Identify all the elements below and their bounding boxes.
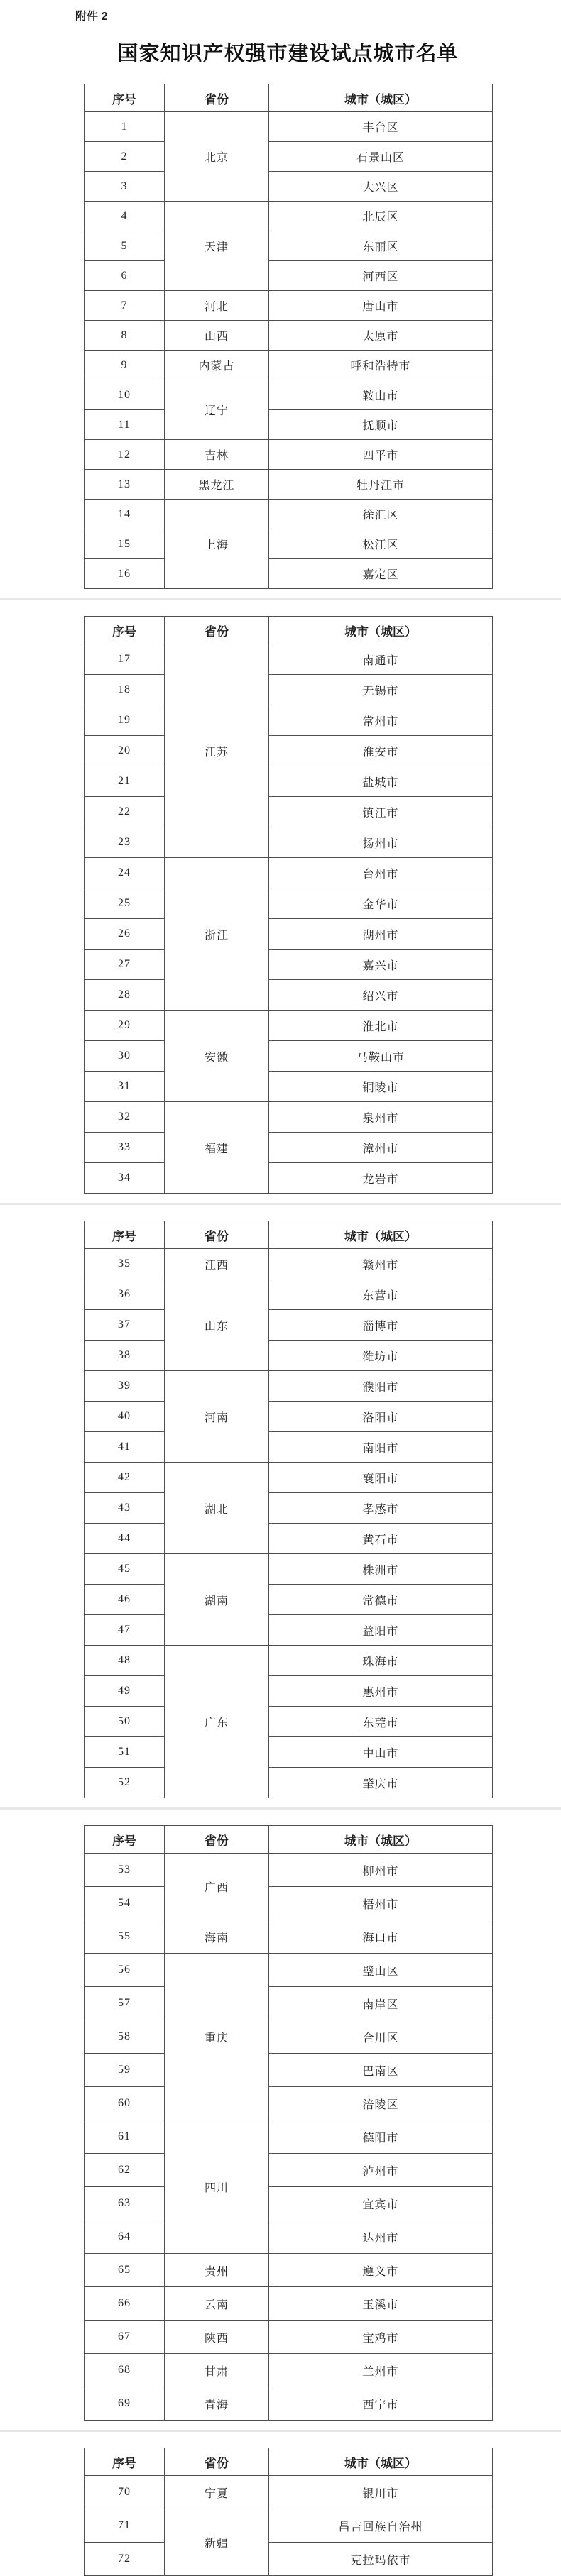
serial-cell: 63 <box>85 2187 165 2220</box>
city-cell: 南通市 <box>269 644 493 675</box>
serial-cell: 55 <box>85 1920 165 1954</box>
city-cell: 益阳市 <box>269 1615 493 1646</box>
province-cell: 河南 <box>165 1371 269 1463</box>
table-row <box>85 1249 493 1279</box>
table-row <box>85 1854 493 1887</box>
serial-cell: 58 <box>85 2020 165 2054</box>
col-header-city: 城市（城区） <box>269 617 493 644</box>
city-cell: 潍坊市 <box>269 1341 493 1371</box>
table-row <box>85 529 493 559</box>
serial-cell: 18 <box>85 675 165 705</box>
col-header-city: 城市（城区） <box>269 1826 493 1854</box>
serial-cell: 57 <box>85 1987 165 2020</box>
pilot-city-table-4 <box>84 1825 493 2421</box>
serial-cell: 47 <box>85 1615 165 1646</box>
col-header-city: 城市（城区） <box>269 84 493 112</box>
city-cell: 洛阳市 <box>269 1402 493 1432</box>
serial-cell: 70 <box>85 2476 165 2509</box>
province-cell: 广西 <box>165 1854 269 1920</box>
table-row <box>85 1554 493 1585</box>
table-row <box>85 410 493 440</box>
city-cell: 盐城市 <box>269 766 493 797</box>
city-cell: 银川市 <box>269 2476 493 2509</box>
table-row <box>85 321 493 351</box>
table-row <box>85 1887 493 1920</box>
table-row <box>85 112 493 142</box>
serial-cell: 59 <box>85 2054 165 2087</box>
province-cell: 广东 <box>165 1646 269 1798</box>
city-cell: 海口市 <box>269 1920 493 1954</box>
serial-cell: 11 <box>85 410 165 440</box>
attachment-label: 附件 2 <box>75 11 108 23</box>
province-cell: 辽宁 <box>165 380 269 440</box>
city-cell: 克拉玛依市 <box>269 2543 493 2576</box>
table-row <box>85 1102 493 1133</box>
table-row <box>85 1163 493 1194</box>
serial-cell: 26 <box>85 919 165 950</box>
serial-cell: 2 <box>85 142 165 172</box>
serial-cell: 46 <box>85 1585 165 1615</box>
col-header-serial: 序号 <box>85 84 165 112</box>
serial-cell: 68 <box>85 2354 165 2387</box>
table-row <box>85 2120 493 2154</box>
city-cell: 珠海市 <box>269 1646 493 1676</box>
table-row <box>85 2287 493 2321</box>
province-cell: 江苏 <box>165 644 269 858</box>
table-row <box>85 440 493 470</box>
serial-cell: 41 <box>85 1432 165 1463</box>
table-row <box>85 1279 493 1310</box>
table-row <box>85 1463 493 1493</box>
table-row <box>85 1371 493 1402</box>
table-row <box>85 1341 493 1371</box>
city-cell: 北辰区 <box>269 202 493 231</box>
table-row <box>85 1676 493 1707</box>
table-row <box>85 2187 493 2220</box>
serial-cell: 53 <box>85 1854 165 1887</box>
table-row <box>85 644 493 675</box>
city-cell: 太原市 <box>269 321 493 351</box>
city-cell: 濮阳市 <box>269 1371 493 1402</box>
province-cell: 四川 <box>165 2120 269 2254</box>
pilot-city-table-3 <box>84 1221 493 1798</box>
city-cell: 湖州市 <box>269 919 493 950</box>
province-cell: 青海 <box>165 2387 269 2421</box>
table-row <box>85 2087 493 2120</box>
serial-cell: 13 <box>85 470 165 500</box>
city-cell: 东莞市 <box>269 1707 493 1737</box>
province-cell: 新疆 <box>165 2509 269 2576</box>
province-cell: 内蒙古 <box>165 351 269 380</box>
serial-cell: 24 <box>85 858 165 888</box>
serial-cell: 35 <box>85 1249 165 1279</box>
serial-cell: 36 <box>85 1279 165 1310</box>
table-row <box>85 2354 493 2387</box>
serial-cell: 23 <box>85 827 165 858</box>
city-cell: 宜宾市 <box>269 2187 493 2220</box>
serial-cell: 17 <box>85 644 165 675</box>
serial-cell: 32 <box>85 1102 165 1133</box>
table-row <box>85 1524 493 1554</box>
serial-cell: 67 <box>85 2321 165 2354</box>
city-cell: 泸州市 <box>269 2154 493 2187</box>
city-cell: 孝感市 <box>269 1493 493 1524</box>
province-cell: 河北 <box>165 291 269 321</box>
city-cell: 巴南区 <box>269 2054 493 2087</box>
col-header-serial: 序号 <box>85 1221 165 1249</box>
serial-cell: 15 <box>85 529 165 559</box>
city-cell: 德阳市 <box>269 2120 493 2154</box>
province-cell: 江西 <box>165 1249 269 1279</box>
header-row <box>85 1826 493 1854</box>
serial-cell: 27 <box>85 950 165 980</box>
serial-cell: 42 <box>85 1463 165 1493</box>
city-cell: 常德市 <box>269 1585 493 1615</box>
table-row <box>85 1432 493 1463</box>
city-cell: 惠州市 <box>269 1676 493 1707</box>
serial-cell: 3 <box>85 172 165 202</box>
city-cell: 嘉兴市 <box>269 950 493 980</box>
serial-cell: 25 <box>85 888 165 919</box>
province-cell: 安徽 <box>165 1011 269 1102</box>
province-cell: 贵州 <box>165 2254 269 2287</box>
table-row <box>85 2543 493 2576</box>
table-row <box>85 1768 493 1798</box>
page-separator <box>0 1203 561 1205</box>
col-header-city: 城市（城区） <box>269 2448 493 2476</box>
col-header-province: 省份 <box>165 1826 269 1854</box>
serial-cell: 51 <box>85 1737 165 1768</box>
table-row <box>85 1041 493 1072</box>
province-cell: 浙江 <box>165 858 269 1011</box>
province-cell: 宁夏 <box>165 2476 269 2509</box>
table-row <box>85 888 493 919</box>
table-row <box>85 705 493 736</box>
city-cell: 黄石市 <box>269 1524 493 1554</box>
header-row <box>85 2448 493 2476</box>
serial-cell: 9 <box>85 351 165 380</box>
city-cell: 丰台区 <box>269 112 493 142</box>
city-cell: 石景山区 <box>269 142 493 172</box>
province-cell: 黑龙江 <box>165 470 269 500</box>
province-cell: 海南 <box>165 1920 269 1954</box>
table-row <box>85 1072 493 1102</box>
table-row <box>85 291 493 321</box>
city-cell: 大兴区 <box>269 172 493 202</box>
col-header-province: 省份 <box>165 84 269 112</box>
province-cell: 湖北 <box>165 1463 269 1554</box>
city-cell: 淮安市 <box>269 736 493 766</box>
table-row <box>85 980 493 1011</box>
serial-cell: 20 <box>85 736 165 766</box>
pilot-city-table-1 <box>84 84 493 589</box>
serial-cell: 45 <box>85 1554 165 1585</box>
table-row <box>85 1310 493 1341</box>
table-row <box>85 2020 493 2054</box>
city-cell: 东营市 <box>269 1279 493 1310</box>
serial-cell: 10 <box>85 380 165 410</box>
province-cell: 甘肃 <box>165 2354 269 2387</box>
table-row <box>85 797 493 827</box>
table-row <box>85 351 493 380</box>
header-row <box>85 617 493 644</box>
city-cell: 梧州市 <box>269 1887 493 1920</box>
col-header-city: 城市（城区） <box>269 1221 493 1249</box>
serial-cell: 38 <box>85 1341 165 1371</box>
serial-cell: 28 <box>85 980 165 1011</box>
serial-cell: 52 <box>85 1768 165 1798</box>
serial-cell: 66 <box>85 2287 165 2321</box>
col-header-serial: 序号 <box>85 2448 165 2476</box>
table-row <box>85 950 493 980</box>
serial-cell: 16 <box>85 559 165 589</box>
serial-cell: 33 <box>85 1133 165 1163</box>
serial-cell: 62 <box>85 2154 165 2187</box>
table-row <box>85 2254 493 2287</box>
serial-cell: 56 <box>85 1954 165 1987</box>
pilot-city-table-5 <box>84 2448 493 2576</box>
serial-cell: 72 <box>85 2543 165 2576</box>
city-cell: 南岸区 <box>269 1987 493 2020</box>
serial-cell: 39 <box>85 1371 165 1402</box>
city-cell: 金华市 <box>269 888 493 919</box>
table-row <box>85 2054 493 2087</box>
serial-cell: 40 <box>85 1402 165 1432</box>
serial-cell: 64 <box>85 2220 165 2254</box>
col-header-serial: 序号 <box>85 617 165 644</box>
table-sections <box>0 84 561 2576</box>
serial-cell: 31 <box>85 1072 165 1102</box>
city-cell: 鞍山市 <box>269 380 493 410</box>
city-cell: 遵义市 <box>269 2254 493 2287</box>
city-cell: 淮北市 <box>269 1011 493 1041</box>
serial-cell: 71 <box>85 2509 165 2543</box>
province-cell: 重庆 <box>165 1954 269 2120</box>
page-separator <box>0 1807 561 1810</box>
col-header-province: 省份 <box>165 2448 269 2476</box>
page-separator <box>0 598 561 600</box>
city-cell: 台州市 <box>269 858 493 888</box>
province-cell: 吉林 <box>165 440 269 470</box>
table-row <box>85 2154 493 2187</box>
city-cell: 宝鸡市 <box>269 2321 493 2354</box>
serial-cell: 34 <box>85 1163 165 1194</box>
city-cell: 嘉定区 <box>269 559 493 589</box>
city-cell: 东丽区 <box>269 231 493 261</box>
col-header-province: 省份 <box>165 617 269 644</box>
serial-cell: 60 <box>85 2087 165 2120</box>
city-cell: 马鞍山市 <box>269 1041 493 1072</box>
city-cell: 赣州市 <box>269 1249 493 1279</box>
city-cell: 璧山区 <box>269 1954 493 1987</box>
city-cell: 株洲市 <box>269 1554 493 1585</box>
city-cell: 河西区 <box>269 261 493 291</box>
serial-cell: 49 <box>85 1676 165 1707</box>
table-row <box>85 2220 493 2254</box>
page-separator <box>0 2430 561 2432</box>
city-cell: 镇江市 <box>269 797 493 827</box>
city-cell: 西宁市 <box>269 2387 493 2421</box>
serial-cell: 14 <box>85 500 165 529</box>
city-cell: 松江区 <box>269 529 493 559</box>
header-row <box>85 1221 493 1249</box>
province-cell: 湖南 <box>165 1554 269 1646</box>
province-cell: 山西 <box>165 321 269 351</box>
serial-cell: 61 <box>85 2120 165 2154</box>
province-cell: 云南 <box>165 2287 269 2321</box>
city-cell: 肇庆市 <box>269 1768 493 1798</box>
table-row <box>85 2509 493 2543</box>
header-row <box>85 84 493 112</box>
table-row <box>85 231 493 261</box>
city-cell: 中山市 <box>269 1737 493 1768</box>
table-row <box>85 261 493 291</box>
serial-cell: 21 <box>85 766 165 797</box>
city-cell: 徐汇区 <box>269 500 493 529</box>
province-cell: 陕西 <box>165 2321 269 2354</box>
serial-cell: 48 <box>85 1646 165 1676</box>
table-row <box>85 470 493 500</box>
table-row <box>85 500 493 529</box>
table-row <box>85 766 493 797</box>
table-row <box>85 559 493 589</box>
table-row <box>85 202 493 231</box>
city-cell: 涪陵区 <box>269 2087 493 2120</box>
table-row <box>85 142 493 172</box>
city-cell: 兰州市 <box>269 2354 493 2387</box>
serial-cell: 54 <box>85 1887 165 1920</box>
serial-cell: 29 <box>85 1011 165 1041</box>
city-cell: 玉溪市 <box>269 2287 493 2321</box>
serial-cell: 4 <box>85 202 165 231</box>
table-row <box>85 1615 493 1646</box>
serial-cell: 22 <box>85 797 165 827</box>
city-cell: 达州市 <box>269 2220 493 2254</box>
province-cell: 上海 <box>165 500 269 589</box>
city-cell: 扬州市 <box>269 827 493 858</box>
city-cell: 合川区 <box>269 2020 493 2054</box>
serial-cell: 8 <box>85 321 165 351</box>
serial-cell: 37 <box>85 1310 165 1341</box>
table-row <box>85 1954 493 1987</box>
serial-cell: 50 <box>85 1707 165 1737</box>
table-row <box>85 1133 493 1163</box>
city-cell: 龙岩市 <box>269 1163 493 1194</box>
city-cell: 铜陵市 <box>269 1072 493 1102</box>
table-row <box>85 1920 493 1954</box>
table-row <box>85 1707 493 1737</box>
table-row <box>85 172 493 202</box>
serial-cell: 7 <box>85 291 165 321</box>
table-row <box>85 2476 493 2509</box>
serial-cell: 43 <box>85 1493 165 1524</box>
city-cell: 抚顺市 <box>269 410 493 440</box>
city-cell: 牡丹江市 <box>269 470 493 500</box>
table-row <box>85 827 493 858</box>
city-cell: 南阳市 <box>269 1432 493 1463</box>
table-row <box>85 919 493 950</box>
city-cell: 襄阳市 <box>269 1463 493 1493</box>
table-row <box>85 1402 493 1432</box>
serial-cell: 69 <box>85 2387 165 2421</box>
city-cell: 无锡市 <box>269 675 493 705</box>
table-row <box>85 1987 493 2020</box>
serial-cell: 12 <box>85 440 165 470</box>
city-cell: 柳州市 <box>269 1854 493 1887</box>
city-cell: 淄博市 <box>269 1310 493 1341</box>
serial-cell: 65 <box>85 2254 165 2287</box>
province-cell: 天津 <box>165 202 269 291</box>
table-row <box>85 675 493 705</box>
province-cell: 北京 <box>165 112 269 202</box>
city-cell: 四平市 <box>269 440 493 470</box>
table-row <box>85 858 493 888</box>
city-cell: 唐山市 <box>269 291 493 321</box>
table-row <box>85 380 493 410</box>
pilot-city-table-2 <box>84 616 493 1194</box>
col-header-serial: 序号 <box>85 1826 165 1854</box>
city-cell: 昌吉回族自治州 <box>269 2509 493 2543</box>
table-row <box>85 2321 493 2354</box>
document-title: 国家知识产权强市建设试点城市名单 <box>117 43 459 65</box>
table-row <box>85 1493 493 1524</box>
city-cell: 常州市 <box>269 705 493 736</box>
city-cell: 泉州市 <box>269 1102 493 1133</box>
table-row <box>85 2387 493 2421</box>
table-row <box>85 1011 493 1041</box>
serial-cell: 5 <box>85 231 165 261</box>
table-row <box>85 1646 493 1676</box>
serial-cell: 44 <box>85 1524 165 1554</box>
serial-cell: 19 <box>85 705 165 736</box>
table-row <box>85 1585 493 1615</box>
city-cell: 呼和浩特市 <box>269 351 493 380</box>
serial-cell: 30 <box>85 1041 165 1072</box>
col-header-province: 省份 <box>165 1221 269 1249</box>
serial-cell: 1 <box>85 112 165 142</box>
province-cell: 山东 <box>165 1279 269 1371</box>
table-row <box>85 1737 493 1768</box>
table-row <box>85 736 493 766</box>
city-cell: 绍兴市 <box>269 980 493 1011</box>
city-cell: 漳州市 <box>269 1133 493 1163</box>
serial-cell: 6 <box>85 261 165 291</box>
province-cell: 福建 <box>165 1102 269 1194</box>
